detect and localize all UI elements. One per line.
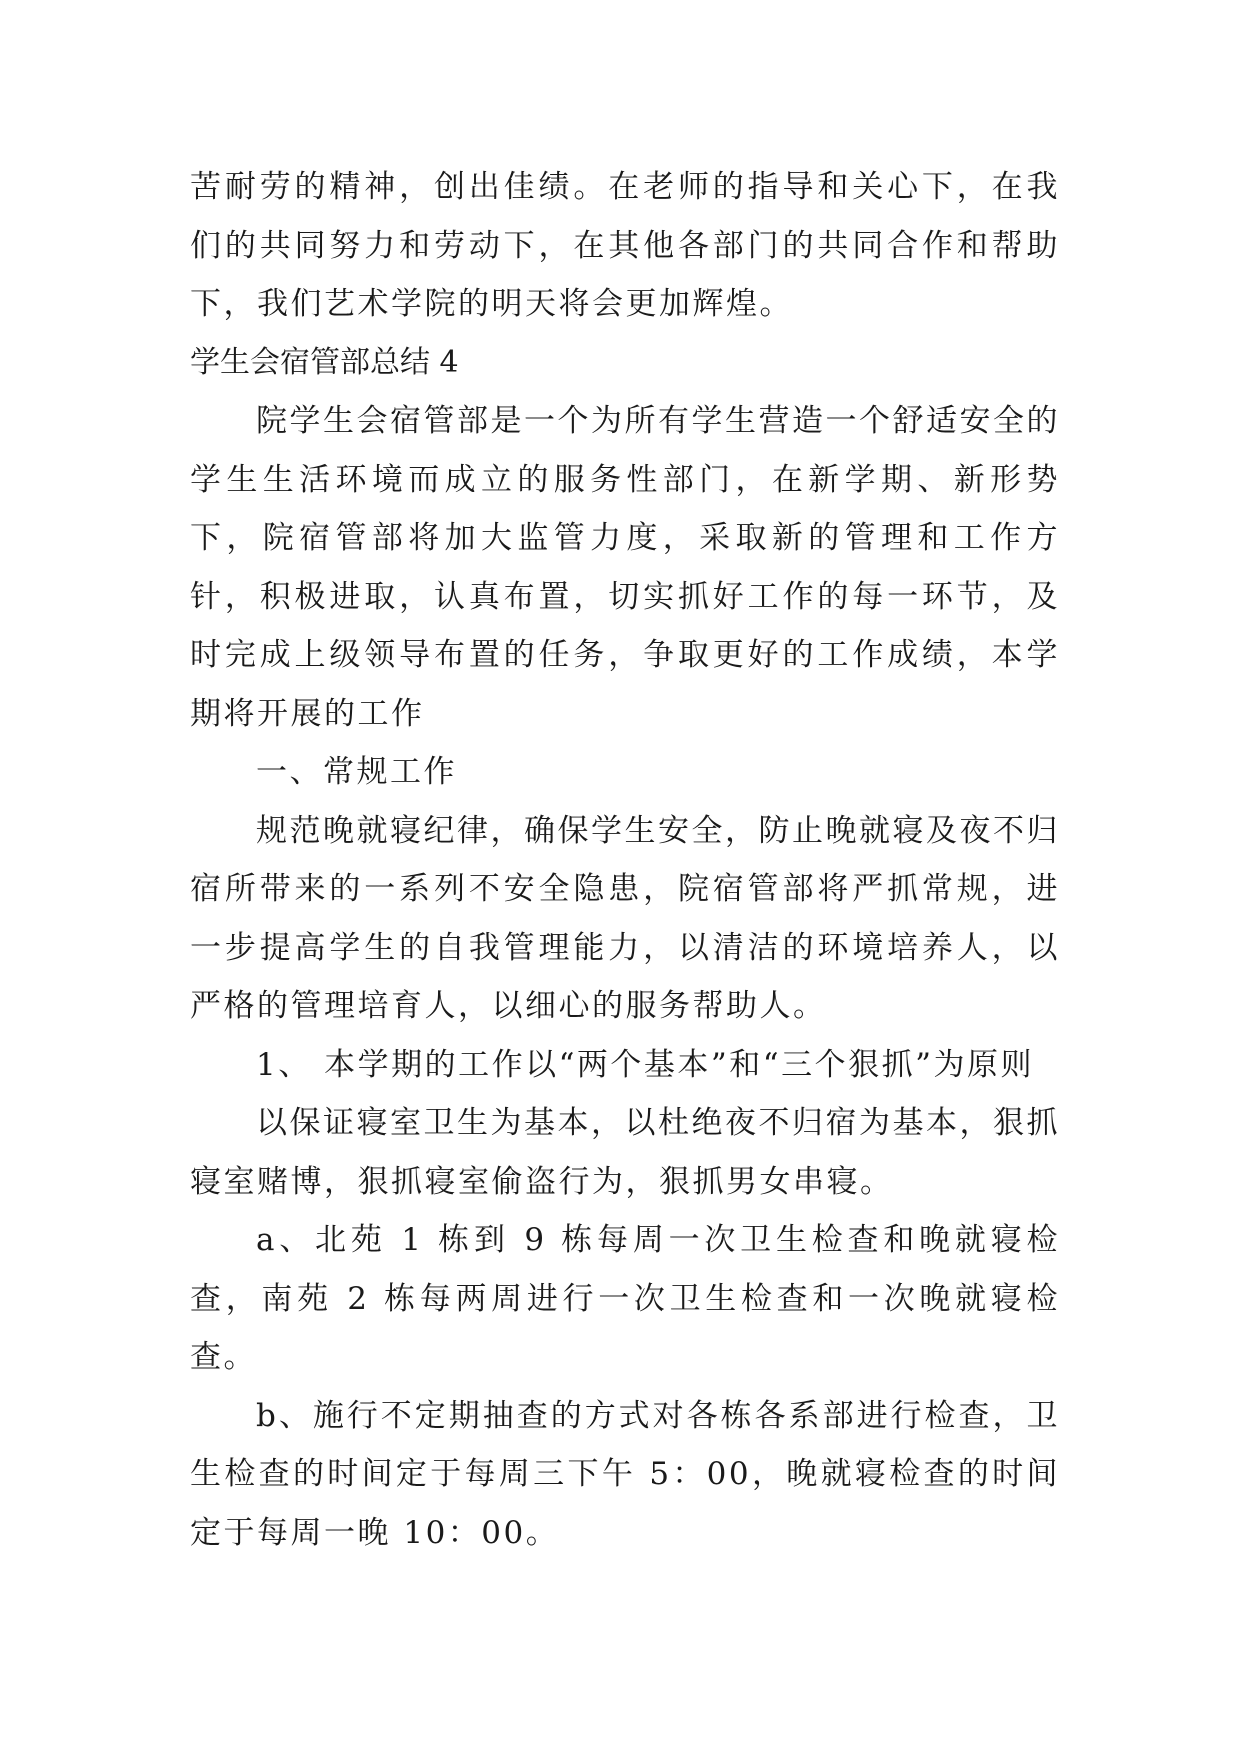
paragraph-intro: 院学生会宿管部是一个为所有学生营造一个舒适安全的学生生活环境而成立的服务性部门，在新学期、新形势下，院宿管部将加大监管力度，采取新的管理和工作方针，积极进取，认真布置，切实抓好工作的每一环节，及时完成上级领导布置的任务，争取更好的工作成绩，本学期将开展的工作 (190, 403, 1060, 732)
paragraph-discipline: 规范晚就寝纪律，确保学生安全，防止晚就寝及夜不归宿所带来的一系列不安全隐患，院宿管部将严抓常规，进一步提高学生的自我管理能力，以清洁的环境培养人，以严格的管理培育人，以细心的服务帮助人。 (190, 812, 1060, 1024)
subheading-routine-work: 一、常规工作 (256, 754, 457, 790)
paragraph-item-b: b、施行不定期抽查的方式对各栋各系部进行检查，卫生检查的时间定于每周三下午 5：00，晚就寝检查的时间定于每周一晚 10：00。 (190, 1397, 1060, 1551)
paragraph-basics: 以保证寝室卫生为基本，以杜绝夜不归宿为基本，狠抓寝室赌博，狠抓寝室偷盗行为，狠抓男女串寝。 (190, 1105, 1060, 1200)
section-heading: 学生会宿管部总结 4 (190, 344, 459, 380)
paragraph-continuation: 苦耐劳的精神，创出佳绩。在老师的指导和关心下，在我们的共同努力和劳动下，在其他各部门的共同合作和帮助下，我们艺术学院的明天将会更加辉煌。 (190, 169, 1060, 322)
paragraph-principle: 1、 本学期的工作以“两个基本”和“三个狠抓”为原则 (256, 1046, 1034, 1083)
document-body (190, 158, 1060, 1562)
paragraph-item-a: a、北苑 1 栋到 9 栋每周一次卫生检查和晚就寝检查，南苑 2 栋每两周进行一次卫生检查和一次晚就寝检查。 (190, 1222, 1060, 1375)
